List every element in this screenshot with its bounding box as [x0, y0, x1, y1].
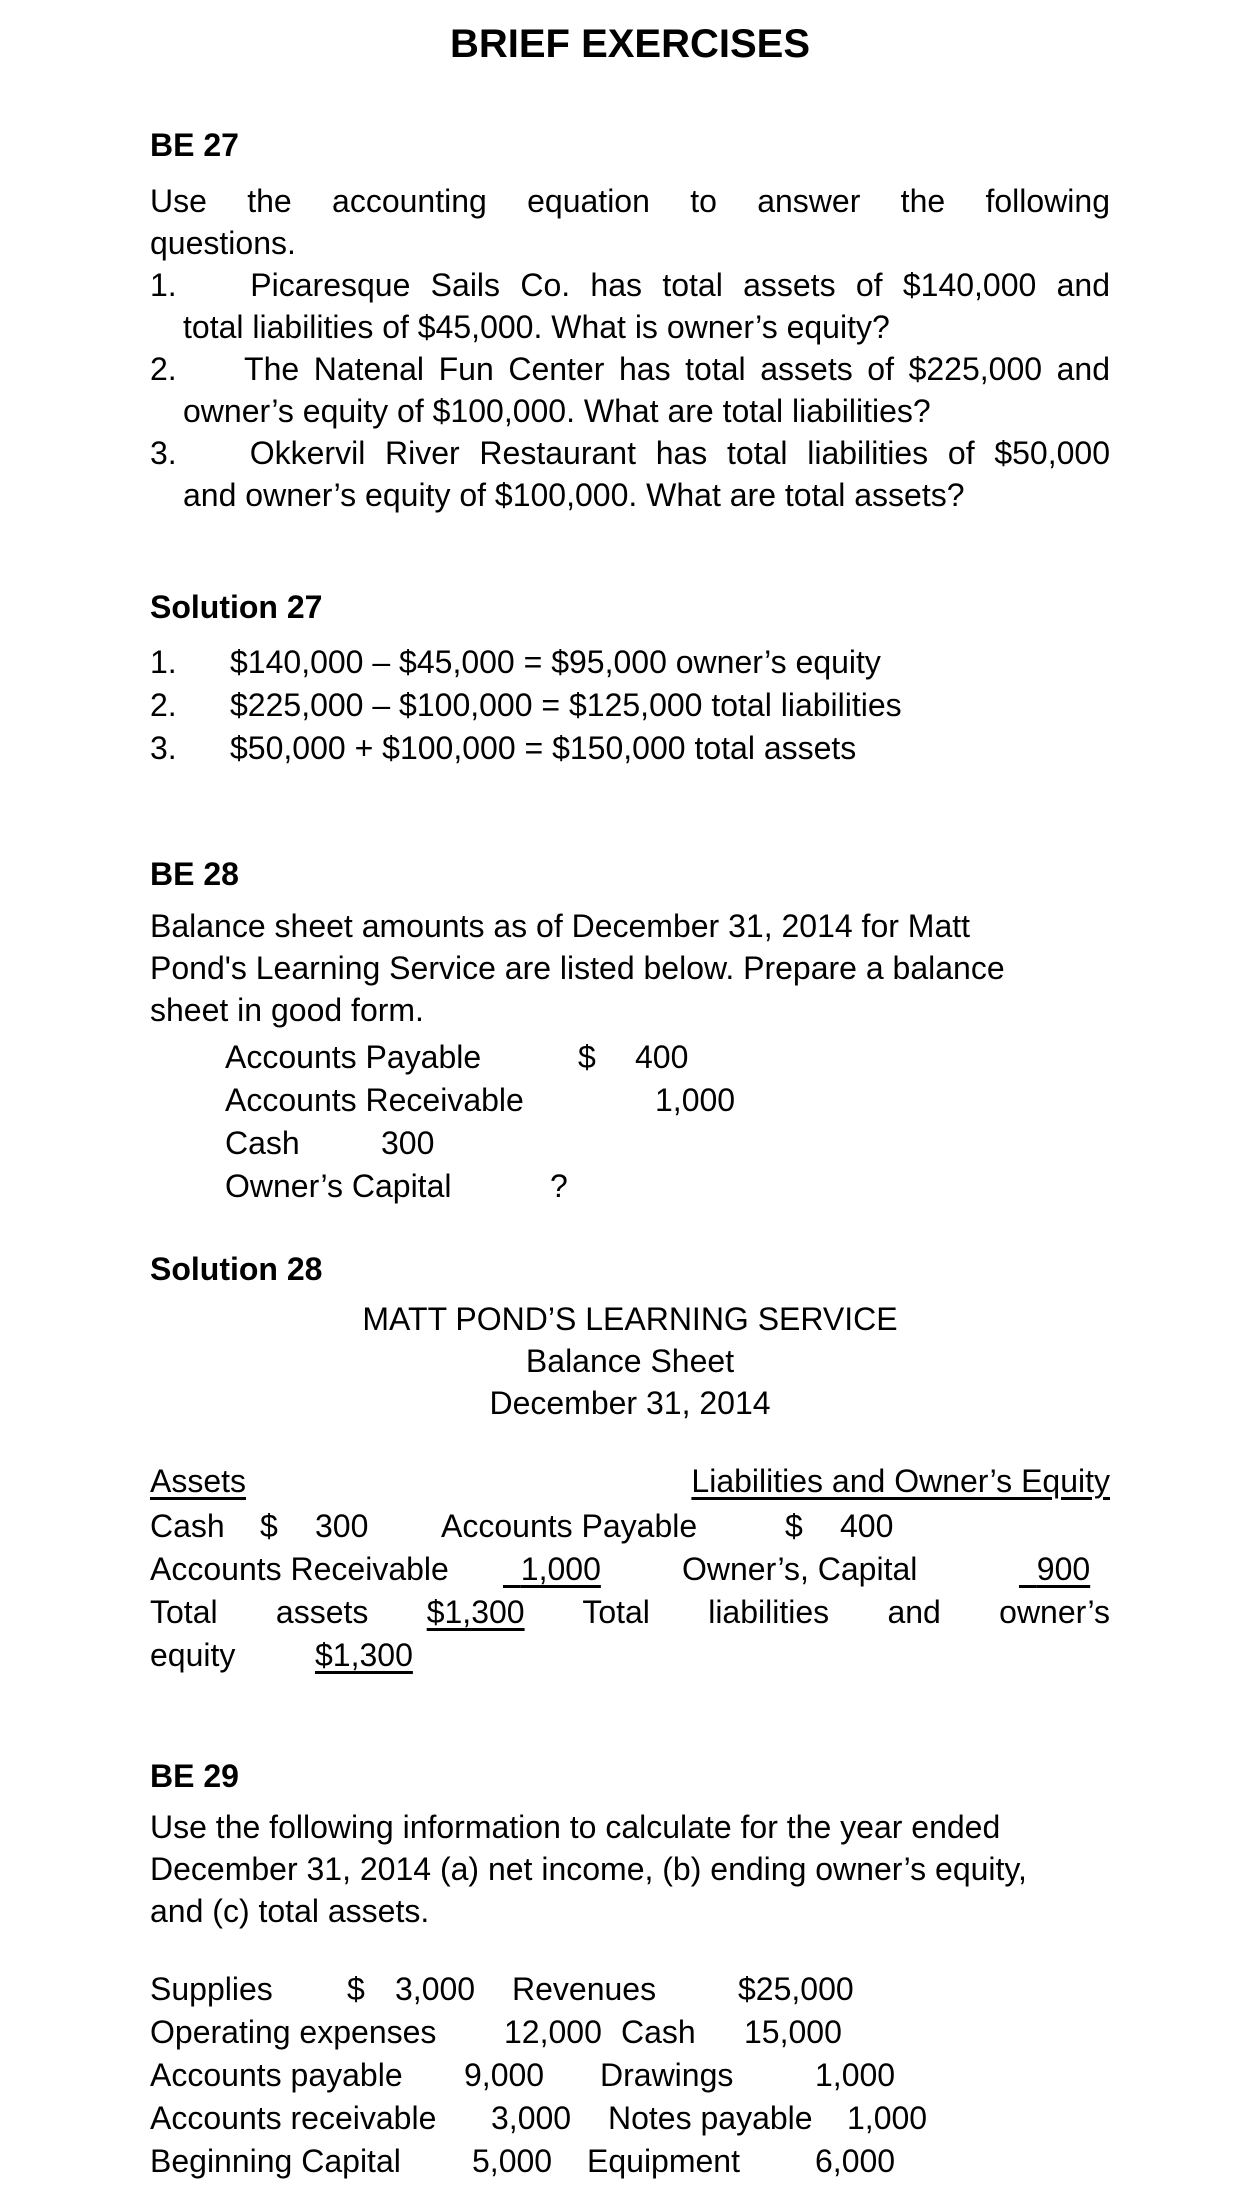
- list-item: [150, 264, 1110, 306]
- account-row: [150, 1036, 1110, 1079]
- account-label: Cash: [621, 2014, 696, 2050]
- balance-sheet-title: [150, 1298, 1110, 1424]
- assets-header: Assets: [150, 1463, 247, 1499]
- paragraph-line: and (c) total assets.: [150, 1893, 430, 1929]
- be29-intro: [150, 1806, 1110, 1932]
- page-title: BRIEF EXERCISES: [449, 22, 811, 66]
- paragraph-line: Pond's Learning Service are listed below. Prepare a balance: [150, 950, 1005, 986]
- data-row: [150, 2054, 1110, 2097]
- account-label: Owner’s, Capital: [682, 1551, 918, 1587]
- account-value: $25,000: [738, 1971, 854, 2007]
- account-label: Notes payable: [608, 2100, 813, 2136]
- list-item-continuation: and owner’s equity of $100,000. What are total assets?: [183, 477, 965, 513]
- company-name: MATT POND’S LEARNING SERVICE: [362, 1301, 898, 1337]
- account-label: Equipment: [587, 2143, 740, 2179]
- account-label: equity: [150, 1637, 236, 1673]
- balance-sheet-body: [150, 1505, 1110, 1677]
- account-label: Cash: [225, 1125, 300, 1161]
- balance-sheet-total-line: [150, 1591, 1110, 1634]
- solution-item-text: $140,000 – $45,000 = $95,000 owner’s equity: [230, 644, 881, 680]
- solution27-list: [150, 641, 1110, 770]
- solution28-heading: Solution 28: [150, 1251, 323, 1287]
- solution27-heading: Solution 27: [150, 589, 323, 625]
- account-value: 400: [635, 1039, 689, 1075]
- account-value-underlined: 1,000: [520, 1551, 601, 1587]
- balance-sheet-row: [150, 1505, 1110, 1548]
- account-label: Accounts receivable: [150, 2100, 437, 2136]
- balance-sheet-row: [150, 1548, 1110, 1591]
- solution-item: [150, 727, 1110, 770]
- list-item-continuation: owner’s equity of $100,000. What are total liabilities?: [183, 393, 931, 429]
- solution-item-text: $50,000 + $100,000 = $150,000 total assets: [230, 730, 857, 766]
- list-item: [150, 348, 1110, 390]
- account-label: Owner’s Capital: [225, 1168, 452, 1204]
- data-row: [150, 2011, 1110, 2054]
- account-label: Operating expenses: [150, 2014, 437, 2050]
- be27-intro: [150, 180, 1110, 264]
- paragraph-line: Use the accounting equation to answer the following: [150, 183, 1110, 219]
- list-item-text: The Natenal Fun Center has total assets of $225,000 and: [244, 351, 1111, 387]
- account-value: 1,000: [847, 2100, 928, 2136]
- account-value: ?: [550, 1168, 568, 1204]
- account-value: 15,000: [744, 2014, 842, 2050]
- currency-symbol: $: [260, 1508, 278, 1544]
- account-label: Accounts payable: [150, 2057, 403, 2093]
- list-item-number: 2.: [150, 687, 177, 723]
- list-item-number: 1.: [150, 644, 177, 680]
- account-value: 9,000: [464, 2057, 545, 2093]
- account-label: Drawings: [600, 2057, 734, 2093]
- total-assets-label: Total assets: [150, 1594, 369, 1630]
- currency-symbol: $: [578, 1039, 596, 1075]
- balance-sheet-column-headers: [150, 1460, 1110, 1502]
- paragraph-line: Balance sheet amounts as of December 31, 2014 for Matt: [150, 908, 971, 944]
- account-row: [150, 1165, 1110, 1208]
- account-value: 1,000: [655, 1082, 736, 1118]
- be27-list: [150, 264, 1110, 516]
- account-value: 3,000: [395, 1971, 476, 2007]
- total-liabilities-label: Total liabilities and owner’s: [582, 1594, 1111, 1630]
- list-item: [150, 432, 1110, 474]
- paragraph-line: Use the following information to calculate for the year ended: [150, 1809, 1001, 1845]
- account-value: 300: [381, 1125, 435, 1161]
- account-label: Revenues: [512, 1971, 657, 2007]
- list-item-number: 3.: [150, 435, 177, 471]
- data-row: [150, 2140, 1110, 2183]
- be29-heading: BE 29: [150, 1758, 239, 1794]
- account-label: Supplies: [150, 1971, 273, 2007]
- liabilities-header: Liabilities and Owner’s Equity: [691, 1463, 1110, 1499]
- total-assets-value: $1,300: [426, 1594, 525, 1630]
- account-label: Cash: [150, 1508, 225, 1544]
- account-row: [150, 1079, 1110, 1122]
- solution-item-text: $225,000 – $100,000 = $125,000 total liabilities: [230, 687, 902, 723]
- account-label: Beginning Capital: [150, 2143, 401, 2179]
- statement-name: Balance Sheet: [525, 1343, 735, 1379]
- account-value: 5,000: [472, 2143, 553, 2179]
- data-row: [150, 2097, 1110, 2140]
- be28-account-list: [150, 1036, 1110, 1208]
- account-value: 400: [840, 1508, 894, 1544]
- account-value: 300: [315, 1508, 369, 1544]
- list-item-number: 3.: [150, 730, 177, 766]
- account-row: [150, 1122, 1110, 1165]
- currency-symbol: $: [347, 1971, 365, 2007]
- be28-intro: [150, 905, 1110, 1031]
- account-label: Accounts Payable: [225, 1039, 482, 1075]
- be27-heading: BE 27: [150, 127, 239, 163]
- solution-item: [150, 684, 1110, 727]
- account-value: 12,000: [504, 2014, 602, 2050]
- data-row: [150, 1968, 1110, 2011]
- account-value: 3,000: [491, 2100, 572, 2136]
- solution-item: [150, 641, 1110, 684]
- account-value: 1,000: [815, 2057, 896, 2093]
- be28-heading: BE 28: [150, 856, 239, 892]
- account-label: Accounts Receivable: [150, 1551, 449, 1587]
- list-item-number: 1.: [150, 267, 177, 303]
- list-item-text: Picaresque Sails Co. has total assets of $140,000 and: [250, 267, 1111, 303]
- balance-sheet-row: [150, 1634, 1110, 1677]
- currency-symbol: $: [785, 1508, 803, 1544]
- paragraph-line: questions.: [150, 225, 296, 261]
- account-label: Accounts Payable: [441, 1508, 698, 1544]
- list-item-continuation: total liabilities of $45,000. What is owner’s equity?: [183, 309, 890, 345]
- list-item-text: Okkervil River Restaurant has total liabilities of $50,000: [249, 435, 1111, 471]
- be29-data-table: [150, 1968, 1110, 2183]
- total-equity-value: $1,300: [315, 1637, 413, 1673]
- paragraph-line: December 31, 2014 (a) net income, (b) ending owner’s equity,: [150, 1851, 1027, 1887]
- account-value: 6,000: [815, 2143, 896, 2179]
- statement-date: December 31, 2014: [489, 1385, 771, 1421]
- account-value-underlined: 900: [1036, 1551, 1091, 1587]
- paragraph-line: sheet in good form.: [150, 992, 424, 1028]
- list-item-number: 2.: [150, 351, 177, 387]
- account-label: Accounts Receivable: [225, 1082, 524, 1118]
